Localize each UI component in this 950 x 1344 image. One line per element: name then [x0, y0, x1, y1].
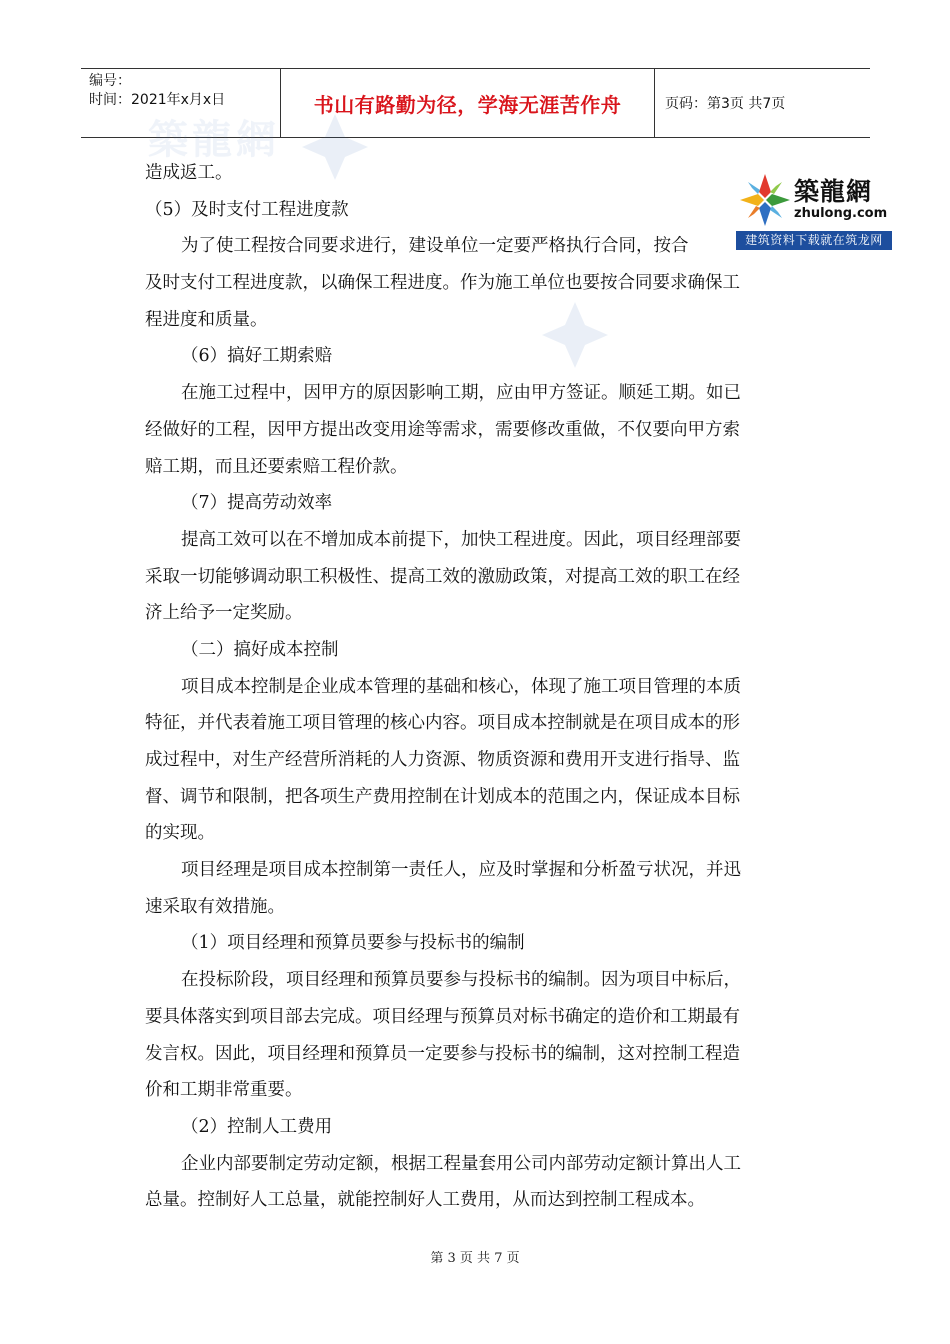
paragraph-line: 价和工期非常重要。 [145, 1080, 303, 1101]
page-footer: 第 3 页 共 7 页 [430, 1251, 520, 1266]
paragraph-line: 提高工效可以在不增加成本前提下，加快工程进度。因此，项目经理部要 [181, 529, 741, 550]
document-number: 编号： [89, 73, 131, 89]
section-heading: （6）搞好工期索赔 [181, 346, 333, 367]
paragraph-line: 济上给予一定奖励。 [145, 603, 303, 624]
document-date: 时间：2021年x月x日 [89, 92, 226, 108]
paragraph-line: 企业内部要制定劳动定额，根据工程量套用公司内部劳动定额计算出人工 [181, 1153, 741, 1174]
paragraph-line: 要具体落实到项目部去完成。项目经理与预算员对标书确定的造价和工期最有 [145, 1006, 740, 1027]
logo-slogan: 建筑资料下载就在筑龙网 [736, 231, 892, 250]
paragraph-line: 特征，并代表着施工项目管理的核心内容。项目成本控制就是在项目成本的形 [145, 713, 740, 734]
motto-text: 书山有路勤为径，学海无涯苦作舟 [313, 92, 622, 117]
paragraph-line: 经做好的工程，因甲方提出改变用途等需求，需要修改重做，不仅要向甲方索 [145, 419, 740, 440]
paragraph-line: 发言权。因此，项目经理和预算员一定要参与投标书的编制，这对控制工程造 [145, 1043, 740, 1064]
page-code-text: 页码：第3页 共7页 [665, 96, 786, 112]
watermark-text: 築龍網 [148, 116, 280, 163]
paragraph-line: 为了使工程按合同要求进行，建设单位一定要严格执行合同，按合 [181, 236, 689, 257]
paragraph-line: 程进度和质量。 [145, 309, 268, 330]
section-heading: （1）项目经理和预算员要参与投标书的编制 [181, 933, 525, 954]
section-heading: （5）及时支付工程进度款 [145, 199, 349, 220]
paragraph-line: 成过程中，对生产经营所消耗的人力资源、物质资源和费用开支进行指导、监 [145, 750, 740, 770]
section-heading: （2）控制人工费用 [181, 1116, 333, 1137]
paragraph-line: 造成返工。 [145, 163, 233, 183]
paragraph-line: 督、调节和限制，把各项生产费用控制在计划成本的范围之内，保证成本目标 [145, 786, 740, 807]
header-page-code [655, 69, 870, 137]
paragraph-line: 的实现。 [145, 823, 215, 844]
paragraph-line: 赔工期，而且还要索赔工程价款。 [145, 456, 408, 477]
paragraph-line: 在施工过程中，因甲方的原因影响工期，应由甲方签证。顺延工期。如已 [181, 383, 741, 404]
paragraph-line: 速采取有效措施。 [145, 896, 285, 917]
logo-domain: zhulong.com [794, 206, 888, 221]
section-heading: （二）搞好成本控制 [181, 639, 339, 660]
paragraph-line: 总量。控制好人工总量，就能控制好人工费用，从而达到控制工程成本。 [145, 1190, 705, 1211]
paragraph-line: 项目成本控制是企业成本管理的基础和核心，体现了施工项目管理的本质 [181, 676, 741, 697]
paragraph-line: 在投标阶段，项目经理和预算员要参与投标书的编制。因为项目中标后， [181, 970, 741, 991]
paragraph-line: 及时支付工程进度款，以确保工程进度。作为施工单位也要按合同要求确保工 [145, 273, 740, 294]
section-heading: （7）提高劳动效率 [181, 493, 333, 514]
document-body [145, 155, 807, 1219]
paragraph-line: 项目经理是项目成本控制第一责任人，应及时掌握和分析盈亏状况，并迅 [181, 860, 741, 881]
paragraph-line: 采取一切能够调动职工积极性、提高工效的激励政策，对提高工效的职工在经 [145, 566, 740, 587]
logo-chinese-name: 築龍網 [794, 177, 873, 206]
